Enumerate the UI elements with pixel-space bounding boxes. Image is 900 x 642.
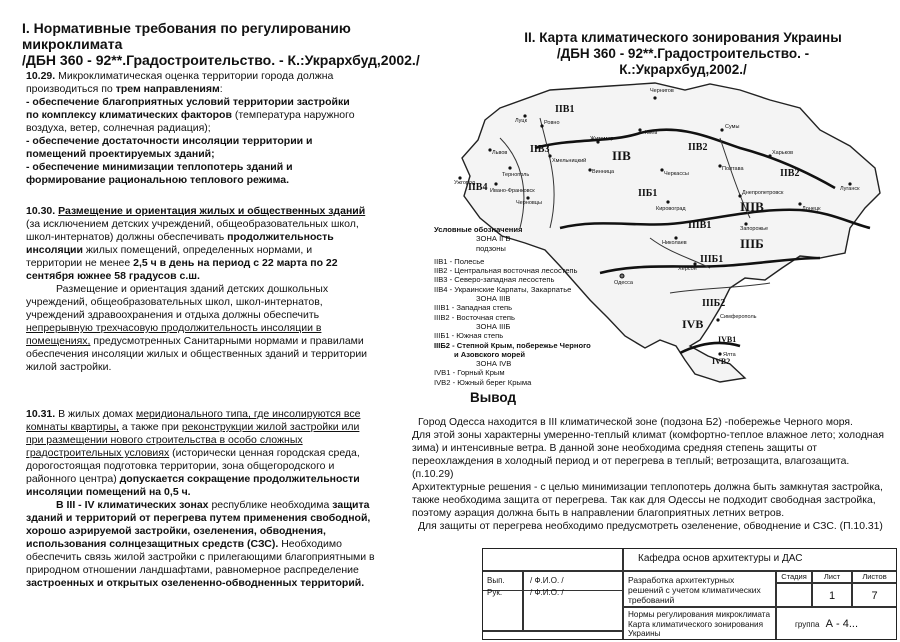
zone-label: ІІВ1 bbox=[555, 104, 575, 115]
zone-label: ІІВ2 bbox=[688, 142, 708, 153]
city-label: Ровно bbox=[544, 120, 560, 126]
stamp-project: Разработка архитектурных решений с учетом климатических требований bbox=[623, 571, 776, 607]
city-dot bbox=[720, 128, 723, 131]
zone-label: ІІІБ1 bbox=[700, 254, 724, 265]
stamp-group-value: А - 4... bbox=[825, 618, 859, 630]
section-10-29 bbox=[26, 70, 356, 187]
city-label: Сумы bbox=[725, 124, 740, 130]
legend-item: ІІВ1 - Полесье bbox=[434, 256, 485, 266]
paragraph-text: предусмотренных Санитарными нормами и правилами обеспечения инсоляции жилых и общественных зданий и территории жилой застройки. bbox=[26, 335, 368, 373]
city-dot bbox=[653, 96, 656, 99]
left-title bbox=[22, 20, 422, 68]
paragraph-text: (исторически ценная городская среда, дорогостоящая подготовка территории, зона общегородского и районного центра) bbox=[26, 447, 360, 485]
right-title-line2: /ДБН 360 - 92**.Градостроительство. - К.:Укрархбуд,2002./ bbox=[556, 46, 810, 77]
city-label: Симферополь bbox=[720, 314, 757, 320]
city-label: Полтава bbox=[722, 166, 744, 172]
paragraph-text: а также при bbox=[121, 421, 179, 433]
conclusion-line: Город Одесса находится в ІІІ климатической зоне (подзона Б2) -побережье Черного моря. bbox=[418, 417, 853, 428]
city-label: Ужгород bbox=[454, 180, 476, 186]
city-label: Луцк bbox=[515, 118, 527, 124]
city-label: Хмельницкий bbox=[552, 158, 587, 164]
stamp-sheet-title: Нормы регулирования микроклимата Карта климатического зонирования Украины bbox=[623, 607, 776, 639]
legend-item: и Азовского морей bbox=[454, 349, 526, 359]
zone-label: ІІБ1 bbox=[638, 188, 658, 199]
bold-text: допускается сокращение продолжительности инсоляции помещений на 0,5 ч. bbox=[26, 473, 360, 498]
city-dot bbox=[494, 182, 497, 185]
stamp-list-value: 1 bbox=[812, 583, 852, 607]
zone-label: ІІВ4 bbox=[468, 182, 488, 193]
conclusion-text bbox=[412, 416, 892, 533]
section-10-30 bbox=[26, 205, 371, 374]
bold-text: III - IV климатических зонах bbox=[66, 499, 209, 511]
paragraph-text: республике необходима bbox=[211, 499, 330, 511]
left-title-line1: I. Нормативные требования по регулированию микроклимата bbox=[22, 20, 351, 52]
bold-text: продолжительность инсоляции bbox=[26, 231, 334, 256]
bullet-1: - обеспечение благоприятных условий территории застройки по комплексу климатических факторов bbox=[26, 96, 350, 121]
paragraph-text: В жилых домах bbox=[58, 408, 134, 420]
city-label: Ялта bbox=[723, 352, 736, 358]
legend-zone: ЗОНА ІІІБ bbox=[476, 321, 511, 331]
stamp-fio-2: / Ф.И.О. / bbox=[530, 588, 564, 597]
city-label: Тернополь bbox=[502, 172, 530, 178]
stamp-stadia-value bbox=[776, 583, 812, 607]
bullet-1-rest: (температура наружного воздуха, ветер, солнечная радиация); bbox=[26, 109, 355, 134]
paragraph-text: (за исключением детских учреждений, общеобразовательных школ, школ-интернатов) должны обеспечивать bbox=[26, 218, 359, 243]
underlined-text: меридионального типа, где инсолируются все комнаты квартиры, bbox=[26, 408, 361, 433]
left-title-line2: /ДБН 360 - 92**.Градостроительство. - К.:Укрархбуд,2002./ bbox=[22, 52, 420, 68]
zone-label: ІІВ bbox=[612, 148, 631, 163]
underlined-text: непрерывную трехчасовую продолжительность инсоляции в помещениях, bbox=[26, 322, 322, 347]
stamp-ruk: Рук. bbox=[487, 588, 503, 597]
paragraph-text: Необходимо обеспечить связь жилой застройки с прилегающими благоприятными в природном отношении ландшафтами, равномерное распределение bbox=[26, 538, 375, 576]
city-label: Луганск bbox=[840, 186, 860, 192]
stamp-department: Кафедра основ архитектуры и ДАС bbox=[623, 549, 896, 571]
zone-label: ІІВ3 bbox=[530, 144, 550, 155]
legend-item: ІІІВ2 - Восточная степь bbox=[434, 312, 515, 322]
legend-zone: ЗОНА ІІІВ bbox=[476, 294, 511, 304]
conclusion-title: Вывод bbox=[470, 390, 517, 405]
underlined-text: реконструкции жилой застройки или при размещении нового строительства в особо сложных градостроительных условиях bbox=[26, 421, 360, 459]
legend-item: ІІВ2 - Центральная восточная лесостепь bbox=[434, 266, 578, 276]
zone-label: ІІІБ bbox=[740, 236, 764, 251]
section-number: 10.30. bbox=[26, 205, 56, 217]
legend-item: ІІІБ1 - Южная степь bbox=[434, 331, 504, 341]
city-label: Черновцы bbox=[516, 200, 542, 206]
city-dot bbox=[508, 166, 511, 169]
section-number: 10.29. bbox=[26, 70, 56, 82]
stamp-stadia-label: Стадия bbox=[776, 571, 812, 583]
paragraph-text: Микроклиматическая оценка территории города должна производиться по bbox=[26, 70, 334, 95]
city-label: Днепропетровск bbox=[742, 190, 784, 196]
map-legend bbox=[434, 225, 634, 387]
legend-item: IVВ1 - Горный Крым bbox=[434, 368, 505, 378]
stamp-fio-1: / Ф.И.О. / bbox=[530, 576, 564, 585]
city-dot bbox=[666, 200, 669, 203]
city-label: Николаев bbox=[662, 240, 687, 246]
right-title-line1: II. Карта климатического зонирования Украины bbox=[524, 30, 842, 45]
legend-item: ІІІБ2 - Степной Крым, побережье Черного bbox=[434, 340, 591, 350]
right-title bbox=[498, 30, 868, 78]
stamp-listov-value: 7 bbox=[852, 583, 896, 607]
section-number: 10.31. bbox=[26, 408, 56, 420]
legend-list bbox=[434, 257, 634, 387]
city-label: Винница bbox=[592, 169, 615, 175]
zone-label: ІVВ bbox=[682, 317, 704, 331]
city-label: Львов bbox=[492, 150, 508, 156]
zone-label: ІVВ2 bbox=[712, 357, 731, 366]
city-label: Херсон bbox=[678, 266, 697, 272]
paragraph-text: Размещение и ориентация зданий детских дошкольных учреждений, общеобразовательных школ, школ-интернатов, учреждений здравоохранения и отдыха должны обеспечить bbox=[26, 283, 329, 321]
zone-label: ІVВ1 bbox=[718, 335, 737, 344]
city-label: Одесса bbox=[614, 280, 633, 286]
city-dot bbox=[638, 128, 641, 131]
stamp-vyp: Вып. bbox=[487, 576, 505, 585]
bold-text: трем направлениям bbox=[115, 83, 220, 95]
city-label: Черкассы bbox=[664, 171, 689, 177]
legend-subheading: подзоны bbox=[476, 243, 506, 253]
city-label: Харьков bbox=[772, 150, 794, 156]
stamp-roles bbox=[483, 571, 523, 631]
zone-label: ІІІВ bbox=[740, 199, 764, 214]
bold-text: В bbox=[56, 499, 64, 511]
section-heading: Размещение и ориентация жилых и общественных зданий bbox=[58, 205, 366, 217]
section-10-31 bbox=[26, 408, 378, 590]
zone-label: ІІВ2 bbox=[780, 168, 800, 179]
zone-label: ІІІБ2 bbox=[702, 298, 726, 309]
bullet-3: - обеспечение минимизации теплопотерь зданий и формирование рациональною теплового режима. bbox=[26, 161, 293, 186]
legend-item: ІІВ4 - Украинские Карпаты, Закарпатье bbox=[434, 284, 572, 294]
stamp-group-label: группа bbox=[795, 620, 820, 629]
legend-item: ІІВ3 - Северо-западная лесостепь bbox=[434, 275, 555, 285]
stamp-cell bbox=[483, 631, 623, 639]
zone-label: ІІІВ1 bbox=[688, 220, 712, 231]
legend-item: IVВ2 - Южный берег Крыма bbox=[434, 377, 532, 387]
stamp-listov-label: Листов bbox=[852, 571, 896, 583]
city-label: Кировоград bbox=[656, 206, 686, 212]
city-label: Житомир bbox=[590, 136, 614, 142]
conclusion-line: Архитектурные решения - с целью минимизации теплопотерь должна быть замкнутая застройка, также необходима защита от перегрева. Так как для Одессы не подходит свободная застройка, поэтому аэрация должна быть в направлении благоприятных летних ветров. bbox=[412, 482, 883, 519]
conclusion-line: Для защиты от перегрева необходимо предусмотреть озеленение, обводнение и СЗС. (П.10.31) bbox=[418, 521, 883, 532]
legend-zone: ЗОНА ІІ В bbox=[476, 234, 511, 244]
stamp-list-label: Лист bbox=[812, 571, 852, 583]
conclusion-line: Для этой зоны характерны умеренно-теплый климат (комфортно-теплое влажное лето; холодная зима) и интенсивные ветра. В данной зоне необходима средняя степень защиты от переохлаждения в холодный период и от перегрева в теплый; ветрозащита, влагозащита. (п.10.29) bbox=[412, 430, 884, 480]
city-label: Запорожье bbox=[740, 226, 769, 232]
colon: : bbox=[219, 83, 223, 95]
legend-heading: Условные обозначения bbox=[434, 225, 523, 234]
bold-text: защита зданий и территорий от перегрева путем применения свободной, хорошо аэрируемой застройки, озеленения, обводнения, использования солнцезащитных средств (СЗС). bbox=[26, 499, 371, 550]
stamp-names bbox=[523, 571, 623, 631]
stamp-group bbox=[776, 607, 896, 639]
paragraph-text: жилых помещений, определенных нормами, и территории не менее bbox=[26, 244, 313, 269]
city-label: Чернигов bbox=[650, 88, 674, 94]
bold-text: 2,5 ч в день на период с 22 марта по 22 сентября южнее 58 градусов с.ш. bbox=[26, 257, 338, 282]
bold-text: застроенных и открытых озелененно-обводненных территорий. bbox=[26, 577, 365, 589]
bullet-2: - обеспечение достаточности инсоляции территории и помещений проектируемых зданий; bbox=[26, 135, 313, 160]
stamp-cell bbox=[483, 549, 623, 571]
title-block bbox=[482, 548, 897, 640]
city-dot bbox=[718, 352, 721, 355]
legend-item: ІІІВ1 - Западная степь bbox=[434, 303, 513, 313]
city-label: Ивано-Франковск bbox=[490, 188, 535, 194]
legend-zone: ЗОНА ІVВ bbox=[476, 359, 512, 369]
city-label: Киев bbox=[645, 130, 658, 136]
city-label: Донецк bbox=[802, 206, 821, 212]
